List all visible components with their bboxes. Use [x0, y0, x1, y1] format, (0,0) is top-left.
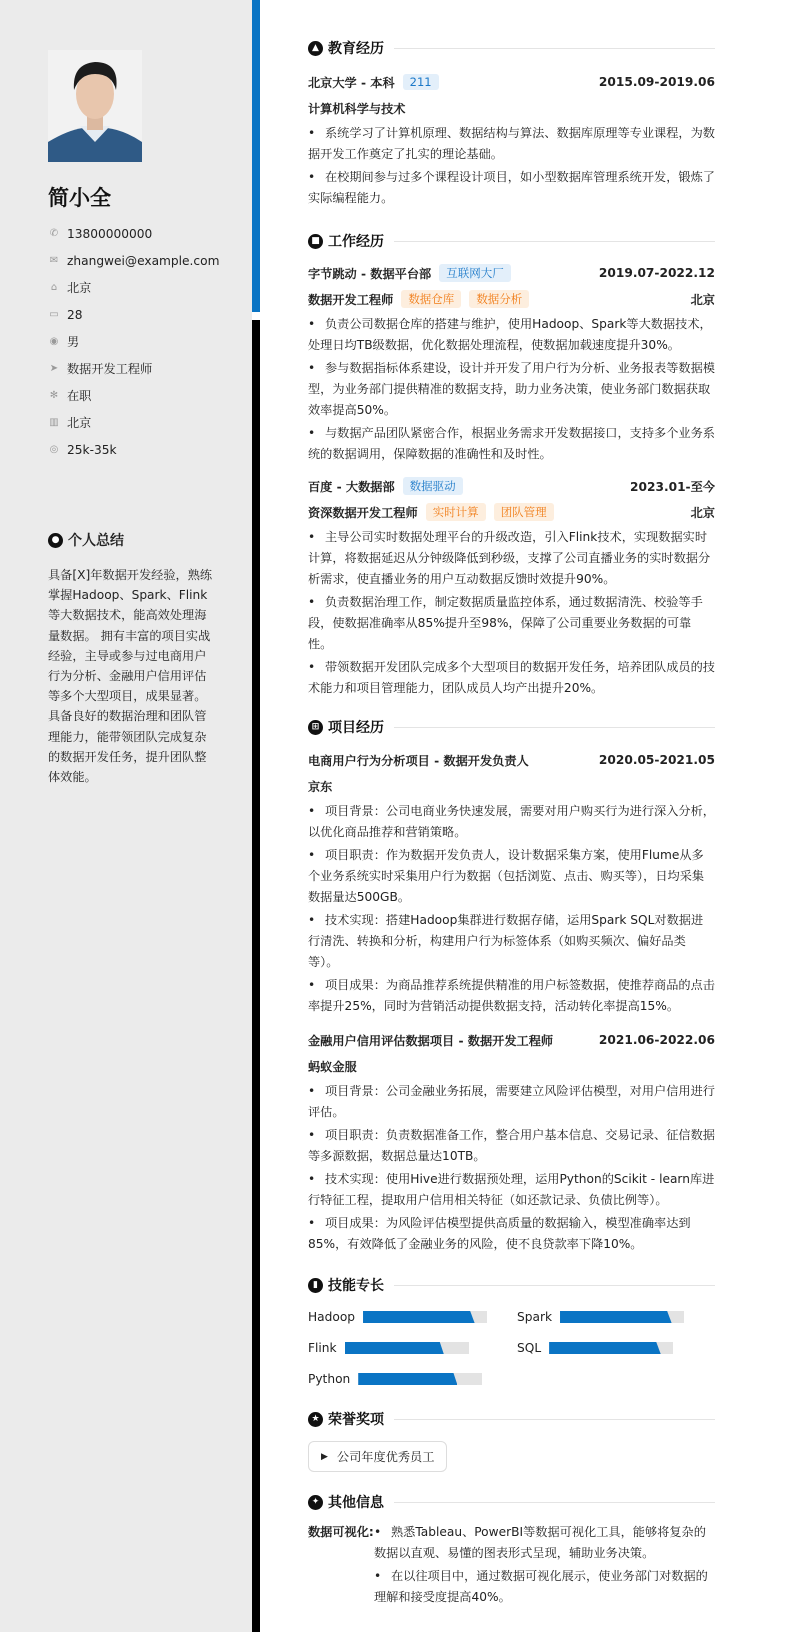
mail-icon: ✉ [49, 255, 59, 266]
other-item [308, 1522, 715, 1610]
list-item: • 项目背景：公司电商业务快速发展，需要对用户购买行为进行深入分析，以优化商品推荐和营销策略。 [308, 801, 715, 843]
cake-icon: ▭ [49, 309, 59, 320]
list-item: • 项目成果：为商品推荐系统提供精准的用户标签数据，使推荐商品的点击率提升25%，同时为营销活动提供数据支持，活动转化率提高15%。 [308, 975, 715, 1017]
major: 计算机科学与技术 [308, 101, 406, 116]
grid-icon: ⊞ [308, 720, 323, 735]
project-bullets [308, 801, 715, 1017]
other-bullets [374, 1522, 715, 1610]
info-location [48, 274, 219, 301]
skill-item [308, 1338, 517, 1358]
job-date: 2019.07-2022.12 [598, 266, 715, 280]
divider-bar [252, 320, 260, 1632]
info-text: 25k-35k [67, 442, 117, 457]
list-item: • 技术实现：使用Hive进行数据预处理，运用Python的Scikit - learn库进行特征工程，提取用户信用相关特征（如还款记录、负债比例等）。 [308, 1169, 715, 1211]
info-position [48, 355, 219, 382]
skill-name: Python [308, 1372, 351, 1386]
list-item: • 项目职责：作为数据开发负责人，设计数据采集方案，使用Flume从多个业务系统实时采集用户行为数据（包括浏览、点击、购买等），日均采集数据量达500GB。 [308, 845, 715, 908]
job-entry [308, 473, 715, 699]
money-icon: ◎ [49, 444, 59, 455]
skill-bar-fill [549, 1342, 661, 1354]
project-entry [308, 747, 715, 1017]
award-icon: ★ [308, 1412, 323, 1427]
school-tag: 211 [403, 74, 439, 90]
info-text: 13800000000 [67, 226, 153, 241]
work-heading [308, 231, 715, 251]
project-org: 京东 [308, 779, 333, 794]
list-item: • 主导公司实时数据处理平台的升级改造，引入Flink技术，实现数据实时计算，将数据延迟从分钟级降低到秒级，支撑了公司直播业务的实时数据分析需求，使直播业务的用户互动数据反馈时效提升90%。 [308, 527, 715, 590]
phone-icon: ✆ [49, 228, 59, 239]
list-item: • 系统学习了计算机原理、数据结构与算法、数据库原理等专业课程，为数据开发工作奠定了扎实的理论基础。 [308, 123, 715, 165]
list-item: • 项目职责：负责数据准备工作，整合用户基本信息、交易记录、征信数据等多源数据，数据总量达10TB。 [308, 1125, 715, 1167]
project-name: 金融用户信用评估数据项目 - 数据开发工程师 [308, 1033, 554, 1048]
role-row [308, 499, 715, 525]
info-city [48, 409, 219, 436]
info-text: 28 [67, 307, 83, 322]
project-row [308, 1027, 715, 1053]
skills-grid [308, 1307, 715, 1389]
company-tag: 数据驱动 [403, 477, 463, 495]
list-item: • 技术实现：搭建Hadoop集群进行数据存储，运用Spark SQL对数据进行清洗、转换和分析，构建用户行为标签体系（如购买频次、偏好品类等）。 [308, 910, 715, 973]
skill-name: SQL [517, 1341, 542, 1355]
list-item: • 与数据产品团队紧密合作，根据业务需求开发数据接口，支持多个业务系统的数据调用，保障数据的准确性和及时性。 [308, 423, 715, 465]
section-title: 教育经历 [328, 41, 384, 57]
summary-text: 具备[X]年数据开发经验，熟练掌握Hadoop、Spark、Flink等大数据技术，能高效处理海量数据。 拥有丰富的项目实战经验，主导或参与过电商用户行为分析、金融用户信用评估等多个大型项目，成果显著。具备良好的数据治理和团队管理能力，能带领团队完成复杂的数据开发任务，提升团队整体效能。 [48, 568, 213, 785]
award-item [308, 1441, 447, 1472]
avatar [48, 50, 142, 162]
info-gender [48, 328, 219, 355]
education-date: 2015.09-2019.06 [598, 75, 715, 89]
info-age [48, 301, 219, 328]
list-item: • 带领数据开发团队完成多个大型项目的数据开发任务，培养团队成员的技术能力和项目管理能力，团队成员人均产出提升20%。 [308, 657, 715, 699]
graduation-cap-icon: ▲ [308, 41, 323, 56]
divider [394, 1502, 715, 1503]
info-text: 在职 [67, 389, 92, 403]
project-row [308, 747, 715, 773]
list-item: • 在以往项目中，通过数据可视化展示，使业务部门对数据的理解和接受度提高40%。 [374, 1566, 715, 1608]
skill-bar-fill [363, 1311, 475, 1323]
project-entry [308, 1027, 715, 1255]
job-entry [308, 260, 715, 465]
skills-heading [308, 1275, 715, 1295]
skill-bar [363, 1311, 487, 1323]
skill-bar-fill [345, 1342, 444, 1354]
education-row [308, 69, 715, 95]
skill-name: Hadoop [308, 1310, 356, 1324]
info-text: 男 [67, 335, 80, 349]
briefcase-icon: ■ [308, 234, 323, 249]
info-text: 北京 [67, 281, 92, 295]
role-title: 资深数据开发工程师 [308, 505, 418, 520]
info-salary [48, 436, 219, 463]
gender-icon: ◉ [49, 336, 59, 347]
company-tag: 互联网大厂 [439, 264, 511, 282]
skill-item [308, 1369, 517, 1389]
divider [394, 1285, 715, 1286]
building-icon: ▥ [49, 417, 59, 428]
list-item: • 项目背景：公司金融业务拓展，需要建立风险评估模型，对用户信用进行评估。 [308, 1081, 715, 1123]
accent-bar [252, 0, 260, 312]
skill-name: Spark [517, 1310, 553, 1324]
skill-bar-fill [560, 1311, 672, 1323]
role-tag: 团队管理 [494, 503, 554, 521]
project-date: 2020.05-2021.05 [598, 753, 715, 767]
skill-item [517, 1307, 717, 1327]
role-tag: 数据分析 [469, 290, 529, 308]
info-text: 北京 [67, 416, 92, 430]
other-heading [308, 1492, 715, 1512]
award-label: 公司年度优秀员工 [336, 1450, 435, 1464]
play-icon: ▶ [321, 1451, 328, 1462]
project-bullets [308, 1081, 715, 1255]
section-title: 荣誉奖项 [328, 1412, 384, 1428]
info-text: 数据开发工程师 [67, 362, 153, 376]
education-bullets [308, 123, 715, 209]
summary-heading [48, 530, 124, 550]
skill-name: Flink [308, 1341, 337, 1355]
bar-chart-icon: ▮ [308, 1278, 323, 1293]
send-icon: ➤ [49, 363, 59, 374]
other-label: 数据可视化: [308, 1525, 374, 1539]
section-title: 其他信息 [328, 1495, 384, 1511]
job-date: 2023.01-至今 [630, 479, 715, 494]
job-row [308, 260, 715, 286]
job-bullets [308, 314, 715, 465]
status-icon: ✻ [49, 390, 59, 401]
section-title: 技能专长 [328, 1278, 384, 1294]
skill-bar [358, 1373, 482, 1385]
skill-item [517, 1338, 717, 1358]
projects-heading [308, 717, 715, 737]
divider [394, 48, 715, 49]
role-row [308, 286, 715, 312]
divider [394, 241, 715, 242]
info-text: zhangwei@example.com [67, 253, 220, 268]
role-tag: 实时计算 [426, 503, 486, 521]
job-row [308, 473, 715, 499]
list-item: • 负责数据治理工作，制定数据质量监控体系，通过数据清洗、校验等手段，使数据准确率从85%提升至98%，保障了公司重要业务数据的可靠性。 [308, 592, 715, 655]
company-name: 字节跳动 - 数据平台部 [308, 266, 432, 281]
job-city: 北京 [690, 505, 715, 520]
info-status [48, 382, 219, 409]
section-title: 项目经历 [328, 720, 384, 736]
user-icon: ● [48, 533, 63, 548]
list-item: • 负责公司数据仓库的搭建与维护，使用Hadoop、Spark等大数据技术，处理日均TB级数据，优化数据处理流程，使数据加载速度提升30%。 [308, 314, 715, 356]
summary-title: 个人总结 [68, 533, 124, 549]
info-icon: ✦ [308, 1495, 323, 1510]
list-item: • 项目成果：为风险评估模型提供高质量的数据输入，模型准确率达到85%，有效降低了金融业务的风险，使不良贷款率下降10%。 [308, 1213, 715, 1255]
job-city: 北京 [690, 292, 715, 307]
project-org: 蚂蚁金服 [308, 1059, 357, 1074]
info-phone [48, 220, 219, 247]
divider [394, 727, 715, 728]
contact-info [48, 220, 219, 463]
project-name: 电商用户行为分析项目 - 数据开发负责人 [308, 753, 529, 768]
main-content [308, 38, 715, 1610]
skill-bar [560, 1311, 684, 1323]
list-item: • 参与数据指标体系建设，设计并开发了用户行为分析、业务报表等数据模型，为业务部门提供精准的数据支持，助力业务决策，使业务部门数据获取效率提高50%。 [308, 358, 715, 421]
skill-bar [345, 1342, 469, 1354]
awards-heading [308, 1409, 715, 1429]
role-tag: 数据仓库 [401, 290, 461, 308]
list-item: • 熟悉Tableau、PowerBI等数据可视化工具，能够将复杂的数据以直观、易懂的图表形式呈现，辅助业务决策。 [374, 1522, 715, 1564]
school-name: 北京大学 - 本科 [308, 75, 395, 90]
education-heading [308, 38, 715, 58]
home-icon: ⌂ [50, 282, 58, 293]
list-item: • 在校期间参与过多个课程设计项目，如小型数据库管理系统开发，锻炼了实际编程能力。 [308, 167, 715, 209]
job-bullets [308, 527, 715, 699]
divider [394, 1419, 715, 1420]
candidate-name: 简小全 [48, 186, 111, 210]
project-date: 2021.06-2022.06 [598, 1033, 715, 1047]
company-name: 百度 - 大数据部 [308, 479, 395, 494]
info-email [48, 247, 219, 274]
skill-item [308, 1307, 517, 1327]
skill-bar [549, 1342, 673, 1354]
role-title: 数据开发工程师 [308, 292, 394, 307]
section-title: 工作经历 [328, 234, 384, 250]
skill-bar-fill [358, 1373, 457, 1385]
